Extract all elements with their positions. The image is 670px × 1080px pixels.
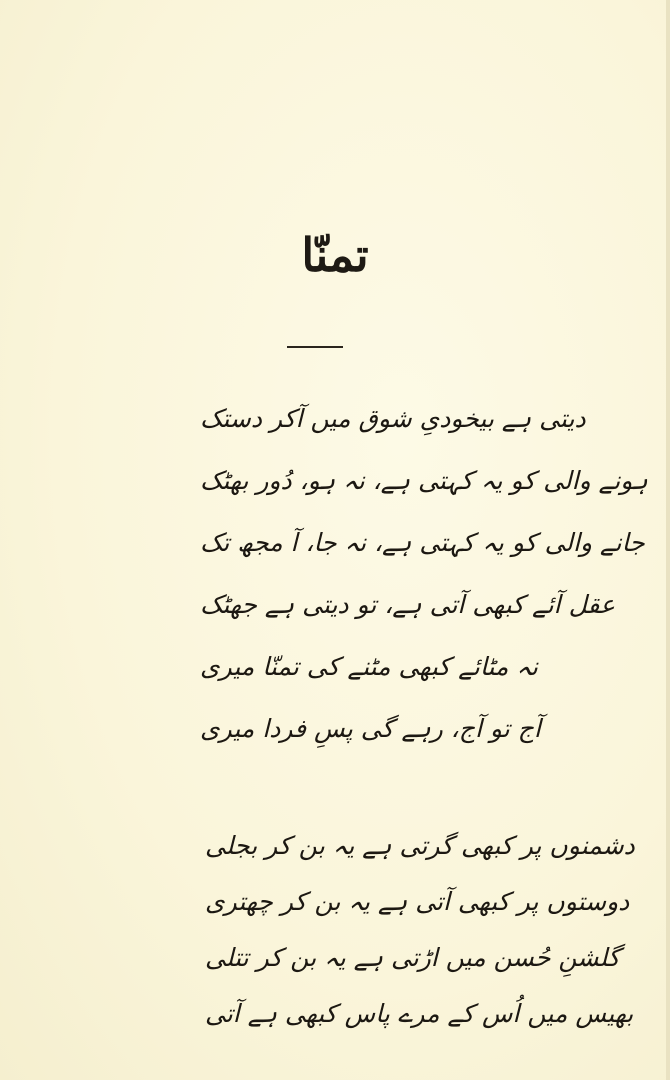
verse-text: بھیس میں اُس کے مرے پاس کبھی ہے آتی [205, 999, 634, 1028]
verse-line [0, 874, 670, 930]
verse-text: نہ مٹائے کبھی مٹنے کی تمنّا میری [200, 652, 538, 681]
stanza-2 [0, 818, 670, 1042]
verse-line [0, 512, 670, 574]
verse-line [0, 636, 670, 698]
verse-text: دیتی ہے بیخودیِ شوق میں آکر دستک [200, 404, 586, 433]
verse-text: دشمنوں پر کبھی گرتی ہے یہ بن کر بجلی [205, 831, 635, 860]
verse-text: عقل آئے کبھی آتی ہے، تو دیتی ہے جھٹک [200, 590, 616, 619]
verse-text: ہونے والی کو یہ کہتی ہے، نہ ہو، دُور بھٹک [200, 466, 648, 495]
verse-line [0, 818, 670, 874]
poem-title: تمنّا [301, 228, 369, 282]
title-divider [287, 346, 343, 348]
verse-line [0, 388, 670, 450]
verse-line [0, 698, 670, 760]
verse-line [0, 450, 670, 512]
verse-text: جانے والی کو یہ کہتی ہے، نہ جا، آ مجھ تک [200, 528, 645, 557]
verse-line [0, 574, 670, 636]
verse-text: دوستوں پر کبھی آتی ہے یہ بن کر چھتری [205, 887, 630, 916]
verse-line [0, 986, 670, 1042]
verse-text: آج تو آج، رہے گی پسِ فردا میری [200, 714, 541, 743]
verse-text: گلشنِ حُسن میں اڑتی ہے یہ بن کر تتلی [205, 943, 620, 972]
verse-line [0, 930, 670, 986]
stanza-1 [0, 388, 670, 760]
